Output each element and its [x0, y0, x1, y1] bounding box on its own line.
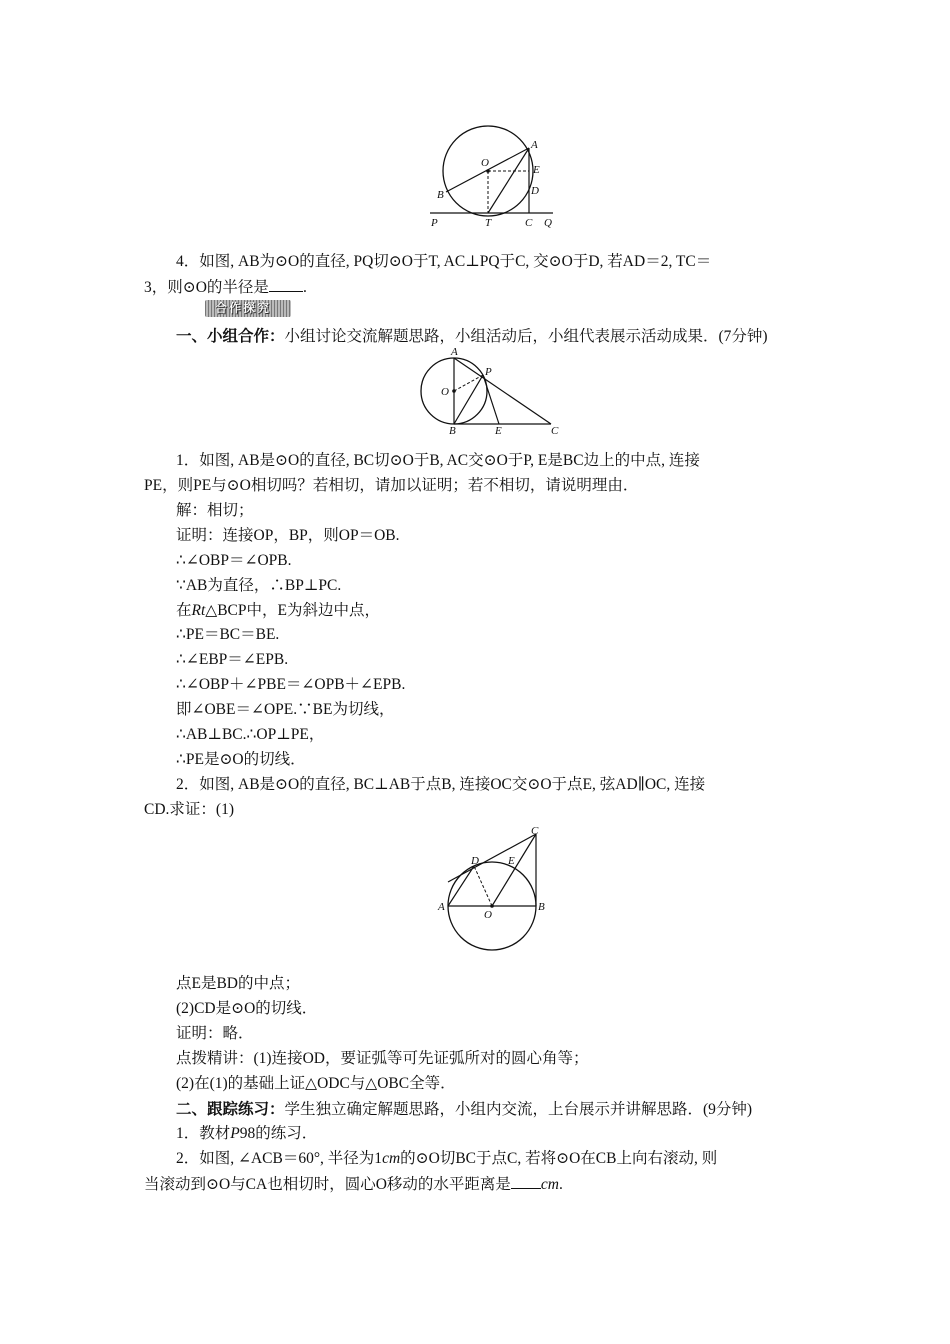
p1-step: ∴AB⊥BC.∴OP⊥PE， [176, 726, 325, 743]
label-q: Q [544, 217, 552, 229]
sec2-title: 二、跟踪练习： [176, 1100, 285, 1118]
p1-step: ∴∠EBP＝∠EPB. [176, 651, 289, 668]
figure-tangent-circle-3 [430, 822, 570, 952]
label-b: B [538, 901, 545, 913]
p1-step: ∴PE是⊙O的切线． [176, 751, 306, 768]
p1-step: 证明：连接OP，BP，则OP＝OB. [176, 527, 400, 544]
sec1-title: 一、小组合作： [176, 327, 285, 345]
p1-s5-italic: Rt [191, 602, 206, 619]
q4-line1: 4．如图, AB为⊙O的直径, PQ切⊙O于T, AC⊥PQ于C, 交⊙O于D, 若AD＝2, TC＝ [176, 253, 712, 270]
p2-l4: (2)CD是⊙O的切线． [176, 1000, 318, 1017]
label-e: E [533, 164, 540, 176]
segment-bp [454, 375, 483, 424]
segment-oc [492, 834, 536, 906]
t1-post: 98的练习． [239, 1125, 318, 1142]
t1-pre: 1．教材 [176, 1125, 231, 1142]
label-e: E [495, 425, 502, 437]
label-c: C [551, 425, 559, 437]
label-a: A [531, 139, 538, 151]
t2-line2-end: . [559, 1176, 563, 1193]
p2-l5: 证明：略． [176, 1025, 254, 1042]
center-dot [452, 389, 456, 393]
label-b: B [449, 425, 456, 437]
badge-label: 合作探究 [215, 301, 272, 315]
t1-line [176, 1124, 856, 1144]
q4-line2-end: . [302, 279, 307, 296]
section-badge [205, 300, 291, 317]
label-o: O [441, 386, 449, 398]
p2-l3: 点E是BD的中点； [176, 975, 301, 992]
t2-line1-post: 的⊙O切BC于点C, 若将⊙O在CB上向右滚动, 则 [400, 1150, 718, 1167]
sec1-line [176, 326, 856, 347]
label-c: C [525, 217, 533, 229]
p1-line1: 1．如图, AB是⊙O的直径, BC切⊙O于B, AC交⊙O于P, E是BC边上的中点, 连接 [176, 452, 700, 469]
p1-s5-pre: 在 [176, 602, 192, 619]
label-o: O [484, 909, 492, 921]
p2-l6: 点拨精讲：(1)连接OD，要证弧等可先证弧所对的圆心角等； [176, 1050, 589, 1067]
answer-blank [511, 1174, 541, 1189]
label-b: B [437, 189, 444, 201]
center-dot [486, 169, 490, 173]
sec1-text: 小组讨论交流解题思路，小组活动后，小组代表展示活动成果．(7分钟) [284, 328, 768, 345]
t2-line2-unit: cm [540, 1176, 559, 1193]
label-p: P [431, 217, 438, 229]
p2-l7: (2)在(1)的基础上证△ODC与△OBC全等． [176, 1075, 456, 1092]
p1-step [176, 601, 856, 621]
p1-step: ∴∠OBP＋∠PBE＝∠OPB＋∠EPB. [176, 676, 406, 693]
p2-line1: 2．如图, AB是⊙O的直径, BC⊥AB于点B, 连接OC交⊙O于点E, 弦AD∥OC, 连接 [176, 776, 706, 793]
answer-blank [269, 277, 303, 292]
p1-step: ∴∠OBP＝∠OPB. [176, 552, 292, 569]
figure-tangent-circle-2 [415, 346, 565, 436]
t2-line1 [176, 1149, 856, 1169]
p2-line2: CD.求证：(1) [144, 801, 234, 818]
segment-od-dashed [474, 866, 492, 906]
q4-line2-text: 3，则⊙O的半径是 [144, 279, 269, 296]
p1-step: ∴PE＝BC＝BE. [176, 626, 280, 643]
p1-line2: PE，则PE与⊙O相切吗？若相切，请加以证明；若不相切，请说明理由． [144, 477, 639, 494]
label-t: T [485, 217, 492, 229]
segment-ad [448, 866, 474, 906]
q4-line2 [144, 277, 824, 298]
label-a: A [438, 901, 445, 913]
t2-line2-pre: 当滚动到⊙O与CA也相切时，圆心O移动的水平距离是 [144, 1176, 511, 1193]
label-o: O [481, 157, 489, 169]
t2-line1-pre: 2．如图, ∠ACB＝60°, 半径为1 [176, 1150, 383, 1167]
label-d: D [531, 185, 539, 197]
label-p: P [485, 366, 492, 378]
p1-step: 即∠OBE＝∠OPE.∵BE为切线， [176, 701, 395, 718]
label-e: E [508, 855, 515, 867]
label-c: C [531, 825, 539, 837]
sec2-line [176, 1099, 856, 1120]
label-d: D [471, 855, 479, 867]
p1-s5-post: △BCP中，E为斜边中点， [205, 602, 380, 619]
sec2-text: 学生独立确定解题思路，小组内交流，上台展示并讲解思路．(9分钟) [284, 1101, 753, 1118]
t1-italic: P [230, 1125, 240, 1142]
center-dot [490, 904, 494, 908]
segment-at [488, 148, 529, 213]
label-a: A [451, 346, 458, 358]
figure-tangent-circle-1 [425, 130, 565, 230]
t2-line2 [144, 1174, 824, 1195]
p1-step: ∵AB为直径，∴BP⊥PC. [176, 577, 342, 594]
t2-line1-unit: cm [382, 1150, 401, 1167]
p1-step: 解：相切； [176, 502, 254, 519]
segment-ac [454, 358, 551, 424]
